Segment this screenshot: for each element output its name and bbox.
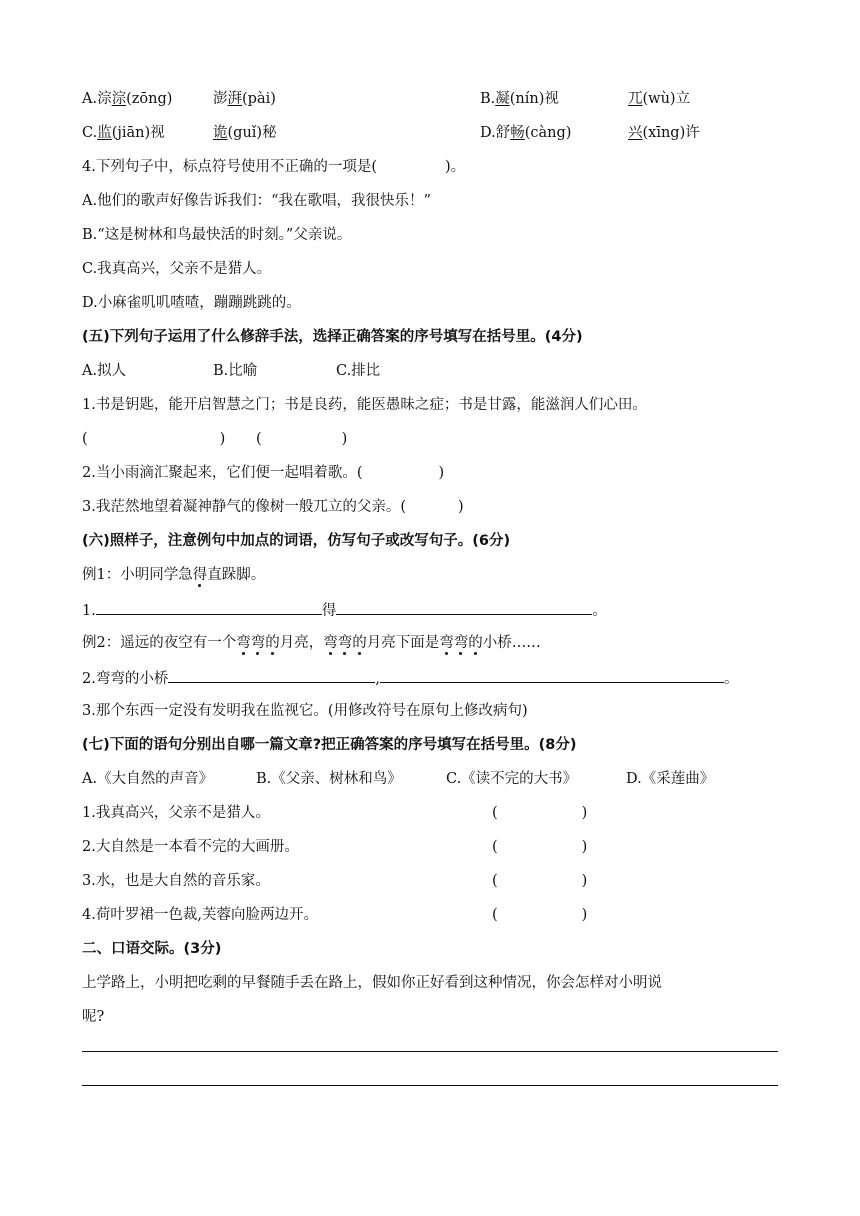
sec7-option-b: B.《父亲、树林和鸟》: [256, 771, 402, 787]
sec5-option-a: A.拟人: [82, 363, 127, 379]
sec5-sentence-1: 1.书是钥匙，能开启智慧之门；书是良药，能医愚昧之症；书是甘露，能滋润人们心田。: [82, 397, 647, 413]
sec5-s1-answer-1[interactable]: ( ): [82, 431, 226, 447]
sec7-answer-1[interactable]: ( ): [492, 805, 588, 821]
sec7-answer-4[interactable]: ( ): [492, 907, 588, 923]
sec7-option-c: C.《读不完的大书》: [446, 771, 578, 787]
part-2-heading: 二、口语交际。(3分): [82, 941, 222, 957]
q4-option-d: D.小麻雀叽叽喳喳，蹦蹦跳跳的。: [82, 295, 301, 311]
answer-line-2[interactable]: [82, 1085, 778, 1086]
sec6-example-1: 例1：小明同学急得直跺脚。: [82, 567, 266, 583]
sec7-answer-2[interactable]: ( ): [492, 839, 588, 855]
q4-option-a: A.他们的歌声好像告诉我们：“我在歌唱，我很快乐！”: [82, 193, 431, 209]
sec5-option-c: C.排比: [336, 363, 381, 379]
q3-option-b-word2: 兀(wù)立: [628, 91, 691, 107]
answer-line-1[interactable]: [82, 1051, 778, 1052]
q3-option-a-word2: 澎湃(pài): [213, 91, 276, 107]
sec7-answer-3[interactable]: ( ): [492, 873, 588, 889]
sec6-question-1[interactable]: 1. 得 。: [82, 599, 607, 621]
sec6-question-2[interactable]: 2.弯弯的小桥 , 。: [82, 667, 738, 689]
dotted-word: 弯弯的: [439, 635, 483, 651]
sec6-question-3: 3.那个东西一定没有发明我在监视它。(用修改符号在原句上修改病句): [82, 703, 528, 719]
dotted-word: 弯弯的: [236, 635, 280, 651]
q4-option-c: C.我真高兴，父亲不是猎人。: [82, 261, 272, 277]
sec7-item-4: 4.荷叶罗裙一色裁,芙蓉向脸两边开。: [82, 907, 318, 923]
sec7-item-3: 3.水，也是大自然的音乐家。: [82, 873, 270, 889]
q3-option-a: A.淙淙(zōng): [82, 91, 173, 107]
q3-option-b: B.凝(nín)视: [480, 91, 559, 107]
sec5-sentence-2: 2.当小雨滴汇聚起来，它们便一起唱着歌。( ): [82, 465, 445, 481]
q3-option-c: C.监(jiān)视: [82, 125, 165, 141]
part2-prompt-line-1: 上学路上，小明把吃剩的早餐随手丢在路上，假如你正好看到这种情况，你会怎样对小明说: [82, 975, 662, 991]
sec5-s1-answer-2[interactable]: ( ): [256, 431, 348, 447]
section-6-heading: (六)照样子，注意例句中加点的词语，仿写句子或改写句子。(6分): [82, 533, 511, 549]
q4-option-b: B.“这是树林和鸟最快活的时刻。”父亲说。: [82, 227, 352, 243]
section-5-heading: (五)下列句子运用了什么修辞手法，选择正确答案的序号填写在括号里。(4分): [82, 329, 583, 345]
sec7-option-d: D.《采莲曲》: [626, 771, 715, 787]
sec7-item-2: 2.大自然是一本看不完的大画册。: [82, 839, 299, 855]
q3-option-c-word2: 诡(guǐ)秘: [213, 125, 277, 141]
section-7-heading: (七)下面的语句分别出自哪一篇文章?把正确答案的序号填写在括号里。(8分): [82, 737, 577, 753]
q4-question: 4.下列句子中，标点符号使用不正确的一项是( )。: [82, 159, 466, 175]
sec5-option-b: B.比喻: [213, 363, 258, 379]
sec7-item-1: 1.我真高兴，父亲不是猎人。: [82, 805, 270, 821]
sec7-option-a: A.《大自然的声音》: [82, 771, 214, 787]
sec5-sentence-3: 3.我茫然地望着凝神静气的像树一般兀立的父亲。( ): [82, 499, 464, 515]
q3-option-d: D.舒畅(càng): [480, 125, 572, 141]
sec6-example-2: 例2：遥远的夜空有一个弯弯的月亮，弯弯的月亮下面是弯弯的小桥……: [82, 635, 541, 651]
part2-prompt-line-2: 呢?: [82, 1009, 105, 1025]
q3-option-d-word2: 兴(xīng)许: [628, 125, 700, 141]
dotted-word: 弯弯的: [323, 635, 367, 651]
